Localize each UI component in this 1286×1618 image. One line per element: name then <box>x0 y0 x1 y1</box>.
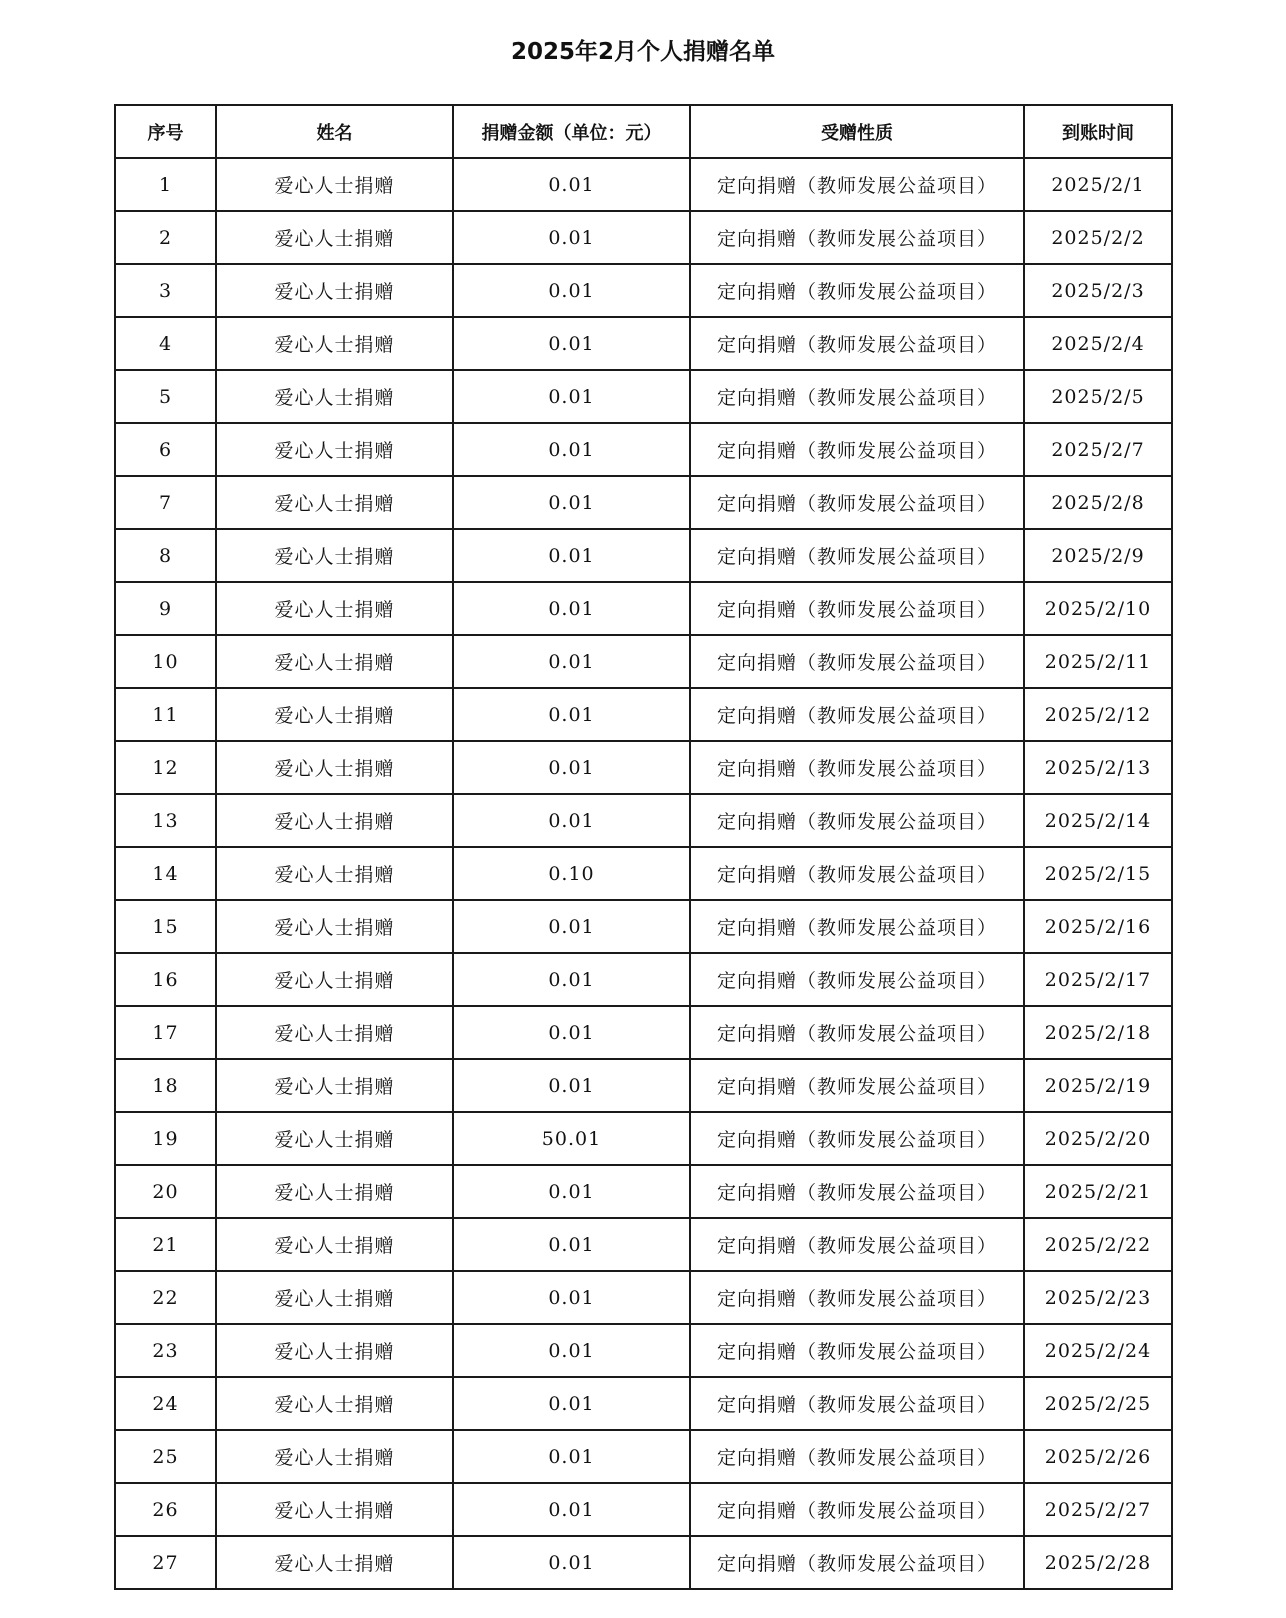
table-row <box>115 317 1172 370</box>
cell-name: 爱心人士捐赠 <box>216 1271 453 1324</box>
cell-no: 24 <box>115 1377 216 1430</box>
cell-amount: 0.01 <box>453 1536 690 1589</box>
cell-no: 21 <box>115 1218 216 1271</box>
cell-amount: 0.01 <box>453 264 690 317</box>
cell-type: 定向捐赠（教师发展公益项目） <box>690 1112 1024 1165</box>
table-row <box>115 1483 1172 1536</box>
cell-type: 定向捐赠（教师发展公益项目） <box>690 529 1024 582</box>
cell-date: 2025/2/19 <box>1024 1059 1172 1112</box>
cell-no: 2 <box>115 211 216 264</box>
cell-no: 13 <box>115 794 216 847</box>
cell-amount: 0.01 <box>453 317 690 370</box>
cell-name: 爱心人士捐赠 <box>216 476 453 529</box>
table-row <box>115 1059 1172 1112</box>
cell-no: 5 <box>115 370 216 423</box>
cell-name: 爱心人士捐赠 <box>216 317 453 370</box>
cell-amount: 0.01 <box>453 953 690 1006</box>
cell-amount: 0.01 <box>453 1271 690 1324</box>
cell-date: 2025/2/25 <box>1024 1377 1172 1430</box>
cell-amount: 0.01 <box>453 1059 690 1112</box>
cell-date: 2025/2/4 <box>1024 317 1172 370</box>
cell-type: 定向捐赠（教师发展公益项目） <box>690 1377 1024 1430</box>
cell-no: 23 <box>115 1324 216 1377</box>
cell-type: 定向捐赠（教师发展公益项目） <box>690 1483 1024 1536</box>
cell-date: 2025/2/11 <box>1024 635 1172 688</box>
cell-no: 17 <box>115 1006 216 1059</box>
cell-type: 定向捐赠（教师发展公益项目） <box>690 1059 1024 1112</box>
cell-name: 爱心人士捐赠 <box>216 211 453 264</box>
table-row <box>115 1006 1172 1059</box>
cell-amount: 0.01 <box>453 1483 690 1536</box>
cell-amount: 0.10 <box>453 847 690 900</box>
cell-no: 25 <box>115 1430 216 1483</box>
cell-amount: 0.01 <box>453 1006 690 1059</box>
cell-date: 2025/2/8 <box>1024 476 1172 529</box>
cell-name: 爱心人士捐赠 <box>216 1006 453 1059</box>
cell-date: 2025/2/28 <box>1024 1536 1172 1589</box>
cell-type: 定向捐赠（教师发展公益项目） <box>690 635 1024 688</box>
cell-date: 2025/2/13 <box>1024 741 1172 794</box>
header-type: 受赠性质 <box>690 105 1024 158</box>
cell-name: 爱心人士捐赠 <box>216 370 453 423</box>
table-row <box>115 423 1172 476</box>
cell-name: 爱心人士捐赠 <box>216 1059 453 1112</box>
cell-amount: 0.01 <box>453 741 690 794</box>
table-row <box>115 635 1172 688</box>
cell-type: 定向捐赠（教师发展公益项目） <box>690 1430 1024 1483</box>
cell-amount: 0.01 <box>453 1218 690 1271</box>
cell-type: 定向捐赠（教师发展公益项目） <box>690 264 1024 317</box>
cell-amount: 0.01 <box>453 635 690 688</box>
cell-date: 2025/2/20 <box>1024 1112 1172 1165</box>
cell-name: 爱心人士捐赠 <box>216 688 453 741</box>
cell-type: 定向捐赠（教师发展公益项目） <box>690 1324 1024 1377</box>
cell-date: 2025/2/15 <box>1024 847 1172 900</box>
cell-date: 2025/2/14 <box>1024 794 1172 847</box>
cell-name: 爱心人士捐赠 <box>216 1377 453 1430</box>
cell-type: 定向捐赠（教师发展公益项目） <box>690 900 1024 953</box>
cell-date: 2025/2/26 <box>1024 1430 1172 1483</box>
cell-no: 18 <box>115 1059 216 1112</box>
table-row <box>115 1112 1172 1165</box>
cell-date: 2025/2/17 <box>1024 953 1172 1006</box>
page-title: 2025年2月个人捐赠名单 <box>510 39 776 65</box>
table-row <box>115 264 1172 317</box>
cell-name: 爱心人士捐赠 <box>216 900 453 953</box>
table-row <box>115 794 1172 847</box>
table-row <box>115 529 1172 582</box>
table-row <box>115 900 1172 953</box>
cell-no: 19 <box>115 1112 216 1165</box>
cell-date: 2025/2/24 <box>1024 1324 1172 1377</box>
cell-type: 定向捐赠（教师发展公益项目） <box>690 317 1024 370</box>
cell-type: 定向捐赠（教师发展公益项目） <box>690 1165 1024 1218</box>
cell-date: 2025/2/18 <box>1024 1006 1172 1059</box>
cell-date: 2025/2/10 <box>1024 582 1172 635</box>
cell-no: 22 <box>115 1271 216 1324</box>
cell-amount: 0.01 <box>453 794 690 847</box>
cell-name: 爱心人士捐赠 <box>216 1536 453 1589</box>
cell-name: 爱心人士捐赠 <box>216 953 453 1006</box>
cell-no: 10 <box>115 635 216 688</box>
header-date: 到账时间 <box>1024 105 1172 158</box>
cell-date: 2025/2/2 <box>1024 211 1172 264</box>
cell-date: 2025/2/16 <box>1024 900 1172 953</box>
cell-type: 定向捐赠（教师发展公益项目） <box>690 953 1024 1006</box>
cell-no: 6 <box>115 423 216 476</box>
cell-no: 15 <box>115 900 216 953</box>
cell-type: 定向捐赠（教师发展公益项目） <box>690 582 1024 635</box>
cell-name: 爱心人士捐赠 <box>216 1218 453 1271</box>
table-row <box>115 370 1172 423</box>
table-row <box>115 953 1172 1006</box>
cell-no: 16 <box>115 953 216 1006</box>
cell-name: 爱心人士捐赠 <box>216 423 453 476</box>
cell-type: 定向捐赠（教师发展公益项目） <box>690 158 1024 211</box>
header-name: 姓名 <box>216 105 453 158</box>
cell-name: 爱心人士捐赠 <box>216 529 453 582</box>
cell-type: 定向捐赠（教师发展公益项目） <box>690 476 1024 529</box>
cell-name: 爱心人士捐赠 <box>216 1112 453 1165</box>
table-row <box>115 1271 1172 1324</box>
cell-amount: 0.01 <box>453 158 690 211</box>
cell-type: 定向捐赠（教师发展公益项目） <box>690 1536 1024 1589</box>
cell-no: 11 <box>115 688 216 741</box>
cell-amount: 0.01 <box>453 476 690 529</box>
cell-no: 8 <box>115 529 216 582</box>
cell-no: 4 <box>115 317 216 370</box>
cell-amount: 0.01 <box>453 1430 690 1483</box>
cell-no: 20 <box>115 1165 216 1218</box>
cell-name: 爱心人士捐赠 <box>216 582 453 635</box>
cell-no: 26 <box>115 1483 216 1536</box>
cell-amount: 50.01 <box>453 1112 690 1165</box>
cell-no: 3 <box>115 264 216 317</box>
cell-name: 爱心人士捐赠 <box>216 1324 453 1377</box>
table-row <box>115 1218 1172 1271</box>
cell-type: 定向捐赠（教师发展公益项目） <box>690 741 1024 794</box>
cell-no: 14 <box>115 847 216 900</box>
cell-name: 爱心人士捐赠 <box>216 264 453 317</box>
cell-name: 爱心人士捐赠 <box>216 794 453 847</box>
cell-date: 2025/2/7 <box>1024 423 1172 476</box>
cell-type: 定向捐赠（教师发展公益项目） <box>690 423 1024 476</box>
cell-type: 定向捐赠（教师发展公益项目） <box>690 688 1024 741</box>
cell-amount: 0.01 <box>453 211 690 264</box>
cell-amount: 0.01 <box>453 900 690 953</box>
cell-date: 2025/2/27 <box>1024 1483 1172 1536</box>
cell-type: 定向捐赠（教师发展公益项目） <box>690 1271 1024 1324</box>
cell-date: 2025/2/1 <box>1024 158 1172 211</box>
cell-name: 爱心人士捐赠 <box>216 1483 453 1536</box>
table-row <box>115 1377 1172 1430</box>
cell-name: 爱心人士捐赠 <box>216 741 453 794</box>
cell-no: 12 <box>115 741 216 794</box>
cell-type: 定向捐赠（教师发展公益项目） <box>690 1006 1024 1059</box>
table-row <box>115 1430 1172 1483</box>
table-row <box>115 211 1172 264</box>
table-row <box>115 688 1172 741</box>
table-header-row <box>115 105 1172 158</box>
cell-type: 定向捐赠（教师发展公益项目） <box>690 370 1024 423</box>
cell-date: 2025/2/5 <box>1024 370 1172 423</box>
table-row <box>115 1324 1172 1377</box>
table-row <box>115 582 1172 635</box>
header-no: 序号 <box>115 105 216 158</box>
table-row <box>115 476 1172 529</box>
cell-date: 2025/2/23 <box>1024 1271 1172 1324</box>
cell-type: 定向捐赠（教师发展公益项目） <box>690 1218 1024 1271</box>
cell-amount: 0.01 <box>453 1324 690 1377</box>
table-row <box>115 847 1172 900</box>
table-body <box>115 158 1172 1589</box>
cell-amount: 0.01 <box>453 688 690 741</box>
cell-amount: 0.01 <box>453 370 690 423</box>
cell-name: 爱心人士捐赠 <box>216 847 453 900</box>
cell-no: 7 <box>115 476 216 529</box>
cell-type: 定向捐赠（教师发展公益项目） <box>690 794 1024 847</box>
cell-amount: 0.01 <box>453 1165 690 1218</box>
cell-date: 2025/2/21 <box>1024 1165 1172 1218</box>
cell-no: 1 <box>115 158 216 211</box>
cell-amount: 0.01 <box>453 582 690 635</box>
table-row <box>115 741 1172 794</box>
cell-no: 9 <box>115 582 216 635</box>
cell-type: 定向捐赠（教师发展公益项目） <box>690 211 1024 264</box>
cell-amount: 0.01 <box>453 529 690 582</box>
cell-name: 爱心人士捐赠 <box>216 1430 453 1483</box>
cell-amount: 0.01 <box>453 423 690 476</box>
table-row <box>115 1536 1172 1589</box>
cell-no: 27 <box>115 1536 216 1589</box>
cell-date: 2025/2/22 <box>1024 1218 1172 1271</box>
table-row <box>115 1165 1172 1218</box>
table-row <box>115 158 1172 211</box>
cell-date: 2025/2/3 <box>1024 264 1172 317</box>
cell-name: 爱心人士捐赠 <box>216 1165 453 1218</box>
cell-name: 爱心人士捐赠 <box>216 635 453 688</box>
header-amount: 捐赠金额（单位：元） <box>453 105 690 158</box>
cell-name: 爱心人士捐赠 <box>216 158 453 211</box>
cell-amount: 0.01 <box>453 1377 690 1430</box>
cell-date: 2025/2/12 <box>1024 688 1172 741</box>
donation-table <box>114 104 1173 1590</box>
cell-date: 2025/2/9 <box>1024 529 1172 582</box>
cell-type: 定向捐赠（教师发展公益项目） <box>690 847 1024 900</box>
